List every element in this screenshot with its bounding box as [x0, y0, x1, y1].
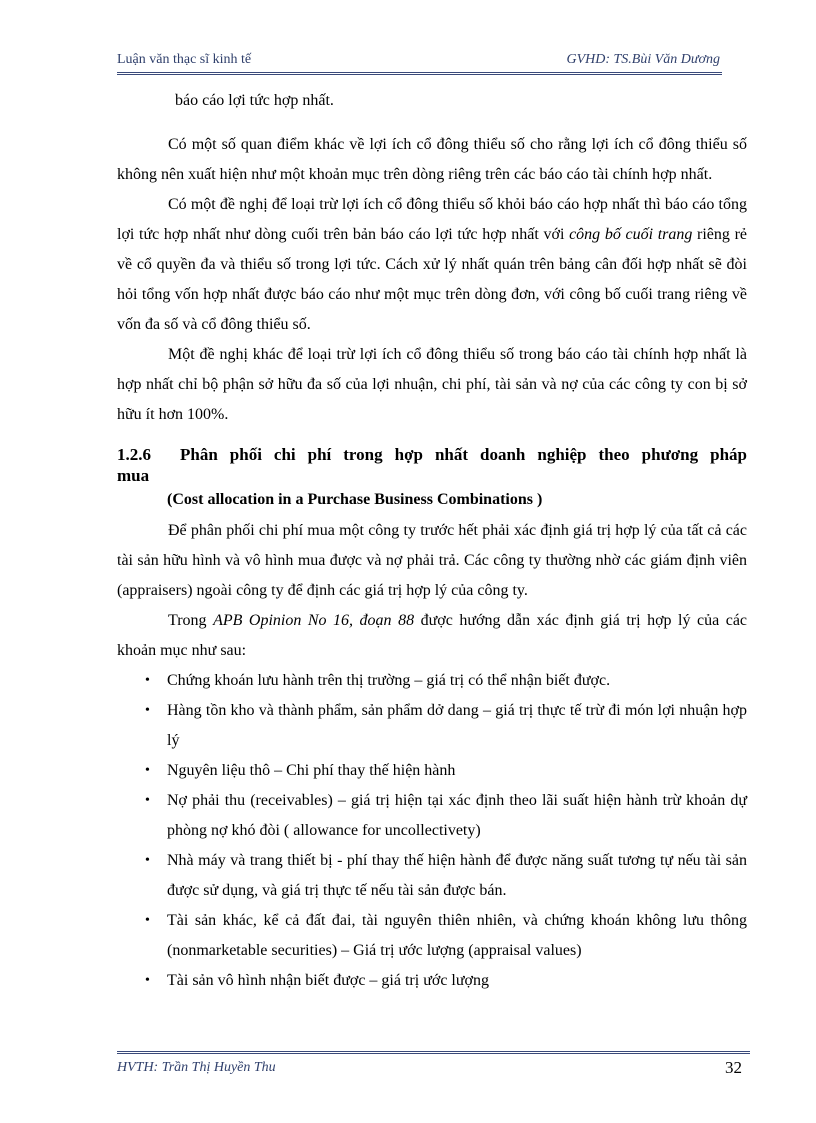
list-item [117, 756, 747, 786]
page-header [117, 48, 722, 70]
footer-author: HVTH: Trần Thị Huyền Thu [117, 1060, 276, 1075]
paragraph-text: Có một đề nghị để loại trừ lợi ích cổ đông thiểu số khỏi báo cáo hợp nhất thì báo cáo tổng lợi tức hợp nhất như dòng cuối trên bản báo cáo lợi tức hợp nhất với [117, 196, 747, 243]
bullet-icon: • [145, 673, 150, 688]
paragraph [117, 190, 747, 340]
list-item [117, 966, 747, 996]
bullet-list [117, 666, 747, 996]
footer-divider [117, 1051, 750, 1054]
paragraph-emphasis: công bố cuối trang [569, 226, 693, 243]
paragraph-text: Trong [168, 612, 214, 629]
section-number: 1.2.6 [117, 445, 151, 464]
bullet-icon: • [145, 853, 150, 868]
bullet-icon: • [145, 973, 150, 988]
list-item [117, 696, 747, 756]
bullet-icon: • [145, 763, 150, 778]
paragraph-text: riêng rẻ về cổ quyền đa và thiểu số trong lợi tức. Cách xử lý nhất quán trên bảng cân đối hợp nhất sẽ đòi hỏi tổng vốn hợp nhất được báo cáo như một mục trên dòng đơn, với công bố cuối trang riêng về vốn đa số và cổ đông thiểu số. [117, 226, 747, 333]
header-thesis-title: Luận văn thạc sĩ kinh tế [117, 52, 252, 67]
header-divider [117, 72, 722, 75]
list-item [117, 846, 747, 906]
paragraph [117, 606, 747, 666]
section-subtitle: (Cost allocation in a Purchase Business Combinations ) [167, 491, 543, 508]
paragraph-emphasis: APB Opinion No 16, đoạn 88 [213, 612, 415, 629]
list-item-text: Tài sản khác, kể cả đất đai, tài nguyên thiên nhiên, và chứng khoán không lưu thông (nonmarketable securities) – Giá trị ước lượng (appraisal values) [167, 912, 747, 959]
page-content [117, 86, 747, 996]
paragraph-text: được hướng dẫn xác định giá trị hợp lý của các khoản mục như sau: [117, 612, 748, 659]
list-item-text: Nhà máy và trang thiết bị - phí thay thế hiện hành để được năng suất tương tự nếu tài sản được sử dụng, và giá trị thực tế nếu tài sản được bán. [167, 852, 747, 899]
bullet-icon: • [145, 793, 150, 808]
paragraph-continuation: báo cáo lợi tức hợp nhất. [175, 92, 334, 109]
paragraph: Có một số quan điểm khác về lợi ích cổ đông thiểu số cho rằng lợi ích cổ đông thiểu số không nên xuất hiện như một khoản mục trên dòng riêng trên các báo cáo tài chính hợp nhất. [117, 136, 747, 183]
list-item [117, 786, 747, 846]
list-item-text: Nợ phải thu (receivables) – giá trị hiện tại xác định theo lãi suất hiện hành trừ khoản dự phòng nợ khó đòi ( allowance for uncollectivety) [167, 792, 747, 839]
list-item [117, 906, 747, 966]
list-item-text: Chứng khoán lưu hành trên thị trường – giá trị có thể nhận biết được. [167, 672, 611, 689]
paragraph: Để phân phối chi phí mua một công ty trước hết phải xác định giá trị hợp lý của tất cả các tài sản hữu hình và vô hình mua được và nợ phải trả. Các công ty thường nhờ các giám định viên (appraisers) ngoài công ty để định các giá trị hợp lý của công ty. [117, 522, 747, 599]
section-heading [117, 444, 747, 466]
bullet-icon: • [145, 703, 150, 718]
page-number: 32 [725, 1058, 742, 1077]
list-item-text: Nguyên liệu thô – Chi phí thay thế hiện hành [167, 762, 456, 779]
list-item-text: Tài sản vô hình nhận biết được – giá trị ước lượng [167, 972, 489, 989]
bullet-icon: • [145, 913, 150, 928]
paragraph: Một đề nghị khác để loại trừ lợi ích cổ đông thiểu số trong báo cáo tài chính hợp nhất là hợp nhất chỉ bộ phận sở hữu đa số của lợi nhuận, chi phí, tài sản và nợ của các công ty con bị sở hữu ít hơn 100%. [117, 346, 747, 423]
list-item [117, 666, 747, 696]
list-item-text: Hàng tồn kho và thành phẩm, sản phẩm dở dang – giá trị thực tế trừ đi món lợi nhuận hợp lý [167, 702, 747, 749]
section-title: Phân phối chi phí trong hợp nhất doanh nghiệp theo phương pháp [180, 445, 747, 464]
header-supervisor: GVHD: TS.Bùi Văn Dương [566, 52, 720, 67]
section-title-continuation: mua [117, 466, 150, 485]
